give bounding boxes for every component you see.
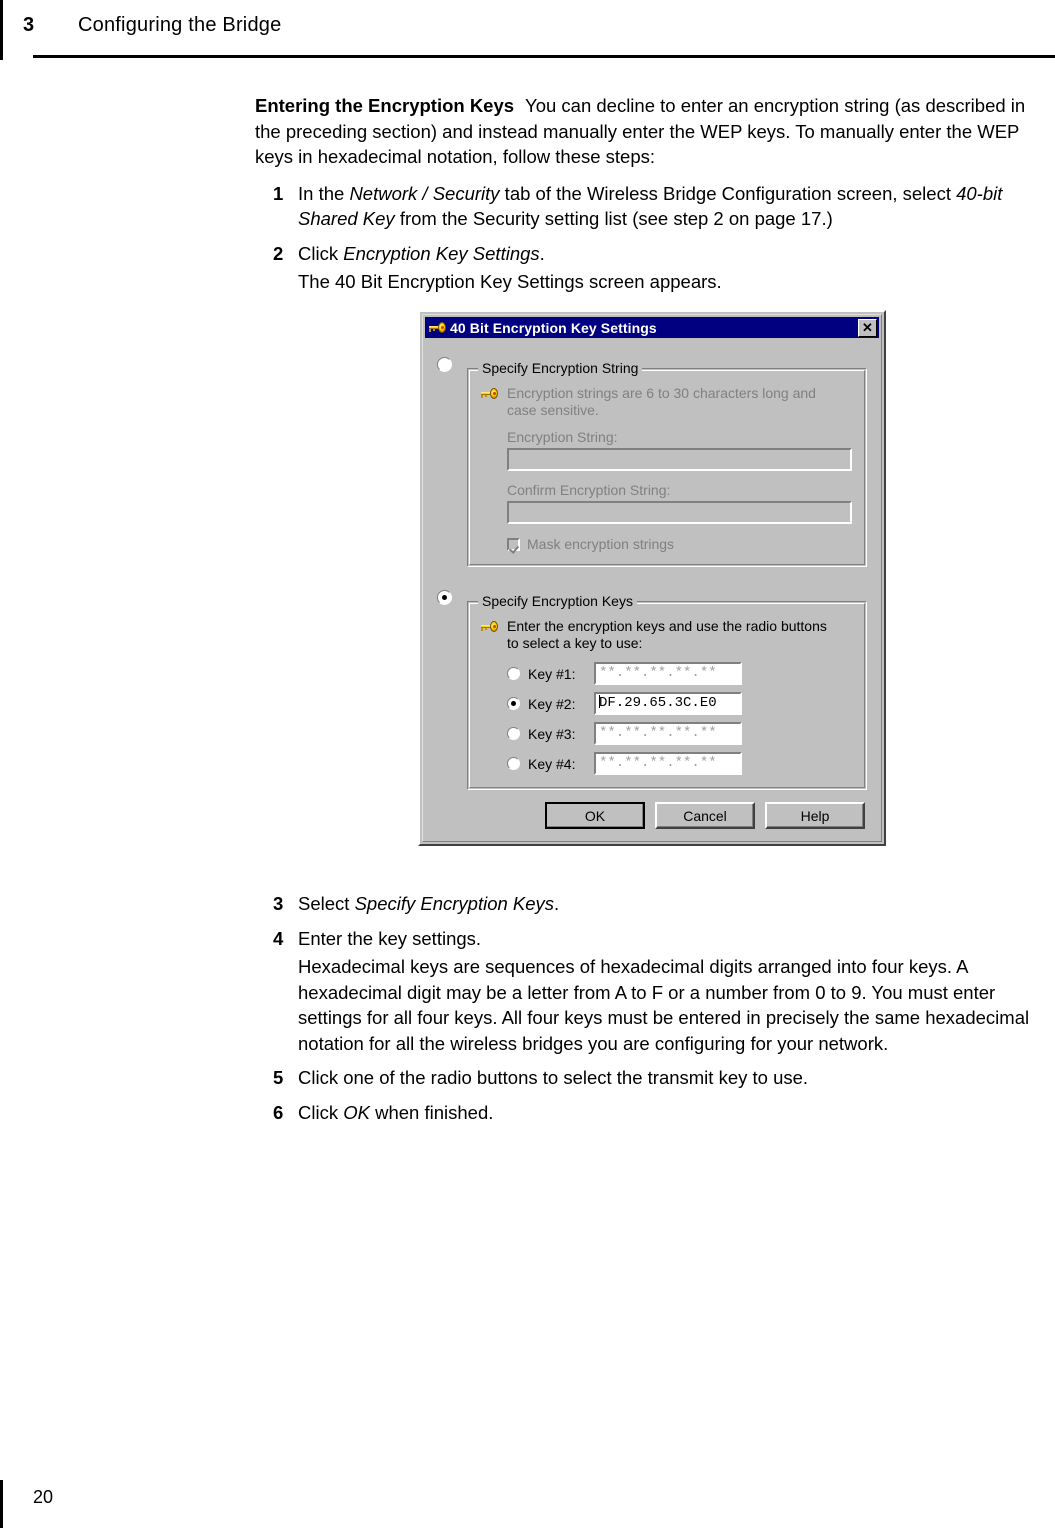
encryption-key-settings-dialog[interactable] <box>418 310 886 846</box>
key-1-input[interactable]: **.**.**.**.** <box>594 662 742 685</box>
step-4-subtext: Hexadecimal keys are sequences of hexadecimal digits arranged into four keys. A hexadecimal digit may be a letter from A to F or a number from 0 to 9. You must enter settings for all four keys. All four keys must be entered in precisely the same hexadecimal notation for all the wireless bridges you are configuring for your network. <box>298 956 1030 1054</box>
encryption-string-hint-row <box>480 385 854 419</box>
step-3-italic-a: Specify Encryption Keys <box>354 893 555 914</box>
step-2-subtext: The 40 Bit Encryption Key Settings screen appears. <box>298 271 722 292</box>
step-2-italic-a: Encryption Key Settings <box>343 242 540 264</box>
key-icon <box>480 387 498 400</box>
step-1-text-a: In the <box>298 182 350 204</box>
step-6-number: 6 <box>273 1101 284 1123</box>
step-5 <box>255 1065 1045 1091</box>
key-3-label: Key #3: <box>528 725 576 742</box>
radio-specify-encryption-keys[interactable] <box>437 590 452 605</box>
step-1-italic-a: Network / Security <box>349 182 500 204</box>
help-button-label: Help <box>800 807 830 824</box>
ok-button-label: OK <box>584 807 606 824</box>
key-row-3[interactable] <box>507 722 854 745</box>
key-icon <box>428 321 446 334</box>
step-6 <box>255 1100 1045 1126</box>
step-4-number: 4 <box>273 927 284 949</box>
key-2-value: DF.29.65.3C.E0 <box>599 695 717 711</box>
footer-left-rule <box>0 1480 3 1528</box>
ok-button[interactable] <box>545 802 645 829</box>
mask-encryption-strings-row[interactable] <box>507 536 854 552</box>
step-4 <box>255 926 1045 952</box>
step-1-number: 1 <box>273 182 284 204</box>
key-4-label: Key #4: <box>528 755 576 772</box>
step-3-text-a: Select <box>298 893 355 914</box>
chapter-title: Configuring the Bridge <box>78 14 282 36</box>
cancel-button-label: Cancel <box>683 807 727 824</box>
page-number: 20 <box>33 1487 54 1507</box>
step-2-text-b: . <box>539 242 545 264</box>
step-5-number: 5 <box>273 1067 284 1088</box>
help-button[interactable] <box>765 802 865 829</box>
step-3-number: 3 <box>273 893 284 914</box>
radio-key-3[interactable] <box>507 727 520 740</box>
confirm-encryption-string-input[interactable] <box>507 501 852 524</box>
close-icon[interactable] <box>858 319 877 337</box>
step-1-text-c: from the Security setting list (see step 2 on page 17.) <box>394 208 833 229</box>
page-header <box>0 0 1055 60</box>
encryption-string-group-title: Specify Encryption String <box>478 360 642 376</box>
key-row-1[interactable] <box>507 662 854 685</box>
specify-encryption-keys-group[interactable] <box>437 581 867 790</box>
step-1-italic-b: 40-bit Shared Key <box>298 182 1003 229</box>
radio-key-1[interactable] <box>507 667 520 680</box>
radio-key-4[interactable] <box>507 757 520 770</box>
key-row-2[interactable] <box>507 692 854 715</box>
step-3-text-b: . <box>554 893 560 914</box>
header-rule <box>33 55 1055 58</box>
dialog-inner-frame <box>422 314 882 842</box>
encryption-keys-hint-row <box>480 618 854 652</box>
encryption-string-groupbox <box>467 360 867 567</box>
encryption-keys-hint: Enter the encryption keys and use the radio buttons to select a key to use: <box>507 618 827 651</box>
intro-paragraph <box>255 93 1045 170</box>
step-3 <box>255 891 1045 917</box>
step-4-text-a: Enter the key settings. <box>298 927 482 949</box>
step-1-text-b: tab of the Wireless Bridge Configuration screen, select <box>499 182 957 204</box>
key-2-label: Key #2: <box>528 695 576 712</box>
step-2-number: 2 <box>273 242 284 264</box>
step-6-text-b: when finished. <box>369 1101 494 1123</box>
page-content-lower <box>255 891 1045 1125</box>
chapter-number: 3 <box>23 14 35 36</box>
mask-encryption-strings-label: Mask encryption strings <box>527 536 675 552</box>
encryption-string-label: Encryption String: <box>507 429 618 445</box>
key-4-input[interactable]: **.**.**.**.** <box>594 752 742 775</box>
dialog-body <box>425 338 879 839</box>
cancel-button[interactable] <box>655 802 755 829</box>
specify-encryption-string-group[interactable] <box>437 348 867 567</box>
dialog-button-bar <box>437 802 867 829</box>
page-content <box>255 93 1045 295</box>
header-left-rule <box>0 0 3 60</box>
confirm-encryption-string-label: Confirm Encryption String: <box>507 482 671 498</box>
key-3-input[interactable]: **.**.**.**.** <box>594 722 742 745</box>
step-2 <box>255 241 1045 267</box>
key-icon <box>480 620 498 633</box>
section-lead-in: Entering the Encryption Keys <box>255 95 515 116</box>
close-glyph: ✕ <box>862 319 873 335</box>
dialog-titlebar[interactable] <box>425 317 879 338</box>
step-2-text-a: Click <box>298 242 344 264</box>
radio-key-2[interactable] <box>507 697 520 710</box>
step-6-italic-a: OK <box>343 1101 370 1123</box>
intro-text: You can decline to enter an encryption string (as described in the preceding section) and instead manually enter the WEP keys. To manually enter the WEP keys in hexadecimal notation, follow these steps: <box>255 95 1026 167</box>
encryption-string-input[interactable] <box>507 448 852 471</box>
encryption-string-hint: Encryption strings are 6 to 30 characters long and case sensitive. <box>507 385 816 418</box>
step-6-text-a: Click <box>298 1101 344 1123</box>
step-1 <box>255 181 1045 232</box>
encryption-keys-group-title: Specify Encryption Keys <box>478 593 637 609</box>
key-row-4[interactable] <box>507 752 854 775</box>
checkbox-mask-encryption-strings[interactable] <box>507 538 520 551</box>
radio-specify-encryption-string[interactable] <box>437 357 452 372</box>
key-2-input[interactable] <box>594 692 742 715</box>
dialog-title: 40 Bit Encryption Key Settings <box>450 319 657 336</box>
step-5-text-a: Click one of the radio buttons to select the transmit key to use. <box>298 1067 809 1088</box>
key-1-label: Key #1: <box>528 665 576 682</box>
encryption-keys-groupbox <box>467 593 867 790</box>
